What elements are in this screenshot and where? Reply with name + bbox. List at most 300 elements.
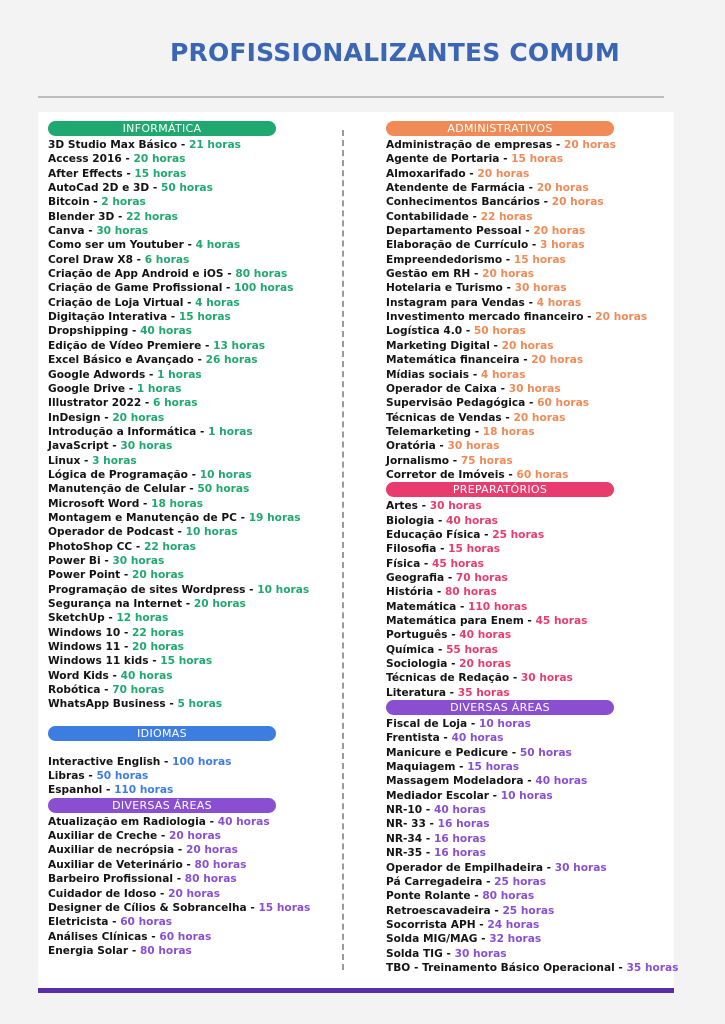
- course-row: [386, 571, 676, 585]
- course-row: [386, 167, 676, 181]
- course-row: [386, 832, 676, 846]
- course-row: [386, 514, 676, 528]
- separator-dash: -: [422, 832, 434, 845]
- course-name: Gestão em RH: [386, 268, 471, 281]
- separator-dash: -: [449, 454, 461, 467]
- course-row: [48, 654, 338, 668]
- separator-dash: -: [182, 858, 195, 871]
- separator-dash: -: [524, 296, 537, 309]
- course-row: [48, 267, 338, 281]
- separator-dash: -: [509, 672, 521, 685]
- course-hours: 45 horas: [432, 557, 484, 570]
- separator-dash: -: [245, 583, 258, 596]
- course-row: [386, 671, 676, 685]
- separator-dash: -: [480, 528, 493, 541]
- course-hours: 10 horas: [257, 583, 310, 596]
- separator-dash: -: [521, 225, 534, 238]
- course-row: [386, 875, 676, 889]
- right-column: [386, 121, 679, 975]
- course-row: [48, 611, 338, 625]
- separator-dash: -: [104, 612, 117, 625]
- course-name: Técnicas de Vendas: [386, 411, 502, 424]
- course-hours: 20 horas: [132, 569, 184, 582]
- course-row: [48, 755, 338, 769]
- separator-dash: -: [525, 397, 538, 410]
- course-row: [48, 253, 338, 267]
- course-hours: 15 horas: [467, 761, 520, 774]
- separator-dash: -: [462, 325, 474, 338]
- separator-dash: -: [433, 586, 445, 599]
- separator-dash: -: [84, 770, 97, 783]
- course-hours: 45 horas: [535, 615, 588, 627]
- course-name: Manutenção de Celular: [48, 483, 186, 496]
- course-hours: 20 horas: [595, 311, 648, 324]
- course-name: Jornalismo: [386, 454, 450, 467]
- course-name: Power Bi: [48, 554, 101, 567]
- separator-dash: -: [120, 641, 133, 654]
- course-name: Almoxarifado: [386, 167, 466, 180]
- course-row: [386, 253, 676, 267]
- separator-dash: -: [108, 669, 121, 682]
- column-divider: [342, 130, 344, 970]
- course-hours: 19 horas: [248, 511, 301, 524]
- course-row: [386, 861, 676, 875]
- separator-dash: -: [524, 182, 537, 195]
- separator-dash: -: [102, 784, 115, 797]
- course-hours: 18 horas: [151, 497, 204, 510]
- course-row: [386, 138, 676, 152]
- course-name: Fiscal de Loja: [386, 718, 468, 731]
- course-row: [48, 468, 338, 482]
- separator-dash: -: [132, 540, 144, 553]
- course-name: Artes: [386, 500, 418, 513]
- separator-dash: -: [465, 167, 478, 180]
- course-hours: 30 horas: [454, 947, 507, 960]
- course-name: Windows 11: [48, 641, 121, 654]
- section-preparatorios: [386, 482, 676, 700]
- course-row: [386, 425, 676, 439]
- separator-dash: -: [120, 569, 132, 582]
- separator-dash: -: [488, 789, 501, 802]
- separator-dash: -: [173, 526, 186, 539]
- course-row: [48, 152, 338, 166]
- course-row: [48, 368, 338, 382]
- course-name: Energia Solar: [48, 944, 129, 957]
- course-name: NR-35: [386, 847, 423, 860]
- separator-dash: -: [222, 282, 235, 295]
- course-hours: 15 horas: [134, 167, 187, 180]
- course-name: Corel Draw X8: [48, 253, 133, 266]
- course-hours: 35 horas: [457, 686, 510, 699]
- course-row: [48, 339, 338, 353]
- course-row: [48, 382, 338, 396]
- separator-dash: -: [185, 483, 198, 496]
- course-name: Frentista: [386, 732, 440, 745]
- separator-dash: -: [490, 904, 503, 917]
- course-row: [386, 339, 676, 353]
- separator-dash: -: [523, 615, 536, 627]
- course-row: [386, 310, 676, 324]
- course-row: [48, 454, 338, 468]
- course-name: Excel Básico e Avançado: [48, 354, 194, 367]
- course-row: [48, 887, 338, 901]
- course-row: [48, 697, 338, 711]
- course-row: [386, 614, 676, 628]
- course-name: Canva: [48, 225, 85, 238]
- course-row: [386, 774, 676, 788]
- separator-dash: -: [434, 514, 447, 527]
- course-hours: 50 horas: [96, 770, 149, 783]
- course-row: [48, 829, 338, 843]
- separator-dash: -: [523, 775, 536, 788]
- course-name: Linux: [48, 454, 81, 467]
- separator-dash: -: [434, 643, 447, 656]
- course-row: [386, 628, 676, 642]
- separator-dash: -: [205, 815, 218, 828]
- course-hours: 20 horas: [112, 411, 165, 424]
- course-name: Empreendedorismo: [386, 253, 503, 266]
- course-name: Google Adwords: [48, 368, 146, 381]
- course-name: Montagem e Manutenção de PC: [48, 511, 237, 524]
- course-row: [386, 731, 676, 745]
- course-hours: 20 horas: [533, 225, 586, 238]
- course-row: [48, 669, 338, 683]
- course-row: [48, 815, 338, 829]
- course-name: Programação de sites Wordpress: [48, 583, 246, 596]
- course-hours: 40 horas: [120, 669, 173, 682]
- course-name: Criação de App Android e iOS: [48, 268, 224, 281]
- course-name: Auxiliar de necrópsia: [48, 844, 175, 857]
- course-hours: 20 horas: [513, 411, 566, 424]
- course-hours: 75 horas: [460, 454, 513, 467]
- separator-dash: -: [470, 890, 483, 903]
- course-row: [48, 511, 338, 525]
- course-name: Socorrista APH: [386, 918, 476, 931]
- separator-dash: -: [519, 354, 532, 367]
- separator-dash: -: [475, 918, 488, 931]
- course-hours: 30 horas: [120, 440, 173, 453]
- course-row: [386, 396, 676, 410]
- separator-dash: -: [496, 382, 509, 395]
- course-row: [386, 947, 676, 961]
- course-name: Solda TIG: [386, 947, 443, 960]
- course-hours: 30 horas: [429, 500, 482, 513]
- course-name: Ponte Rolante: [386, 890, 471, 903]
- course-row: [386, 789, 676, 803]
- course-row: [48, 858, 338, 872]
- section-header-diversas-right: DIVERSAS ÁREAS: [386, 700, 614, 715]
- separator-dash: -: [108, 440, 121, 453]
- course-row: [386, 889, 676, 903]
- separator-dash: -: [470, 268, 483, 281]
- course-row: [386, 817, 676, 831]
- course-row: [48, 915, 338, 929]
- course-name: Corretor de Imóveis: [386, 468, 505, 481]
- separator-dash: -: [246, 901, 259, 914]
- separator-dash: -: [552, 139, 564, 151]
- course-row: [386, 846, 676, 860]
- course-hours: 10 horas: [500, 789, 553, 802]
- course-name: Filosofia: [386, 543, 437, 556]
- course-name: Massagem Modeladora: [386, 775, 524, 788]
- course-row: [386, 152, 676, 166]
- course-hours: 30 horas: [112, 554, 165, 567]
- course-name: Windows 11 kids: [48, 655, 149, 668]
- course-name: Google Drive: [48, 382, 126, 395]
- separator-dash: -: [420, 557, 433, 570]
- separator-dash: -: [439, 732, 452, 745]
- separator-dash: -: [502, 282, 515, 295]
- course-hours: 1 horas: [208, 425, 253, 438]
- course-hours: 20 horas: [133, 153, 186, 166]
- course-row: [386, 296, 676, 310]
- course-hours: 22 horas: [126, 210, 178, 223]
- course-name: Mediador Escolar: [386, 789, 489, 802]
- course-hours: 30 horas: [447, 440, 500, 453]
- course-hours: 80 horas: [139, 944, 192, 957]
- course-name: Introdução a Informática: [48, 425, 197, 438]
- course-row: [48, 554, 338, 568]
- separator-dash: -: [160, 755, 173, 768]
- course-row: [386, 210, 676, 224]
- course-hours: 40 horas: [217, 815, 270, 828]
- separator-dash: -: [442, 947, 455, 960]
- left-column: [48, 121, 338, 958]
- course-hours: 20 horas: [168, 830, 221, 843]
- course-hours: 50 horas: [473, 325, 526, 338]
- course-row: [386, 904, 676, 918]
- course-name: Instagram para Vendas: [386, 296, 525, 309]
- course-name: Libras: [48, 770, 85, 783]
- course-name: Bitcoin: [48, 196, 90, 209]
- separator-dash: -: [468, 210, 481, 223]
- course-hours: 40 horas: [433, 804, 486, 817]
- course-name: Química: [386, 643, 435, 656]
- course-name: PhotoShop CC: [48, 540, 133, 553]
- separator-dash: -: [174, 844, 186, 857]
- separator-dash: -: [139, 497, 152, 510]
- course-hours: 60 horas: [537, 397, 590, 410]
- course-hours: 15 horas: [513, 253, 566, 266]
- course-name: AutoCad 2D e 3D: [48, 182, 150, 195]
- course-row: [48, 568, 338, 582]
- course-row: [386, 717, 676, 731]
- course-row: [386, 918, 676, 932]
- separator-dash: -: [132, 253, 145, 266]
- separator-dash: -: [187, 468, 200, 481]
- separator-dash: -: [145, 368, 158, 381]
- course-row: [48, 872, 338, 886]
- separator-dash: -: [165, 698, 178, 711]
- separator-dash: -: [469, 368, 481, 381]
- course-hours: 20 horas: [185, 844, 238, 857]
- course-row: [48, 583, 338, 597]
- course-name: Edição de Vídeo Premiere: [48, 339, 202, 352]
- course-name: Português: [386, 629, 448, 642]
- course-name: Criação de Game Profissional: [48, 282, 223, 295]
- course-name: Solda MIG/MAG: [386, 933, 478, 946]
- course-row: [386, 382, 676, 396]
- course-name: Segurança na Internet: [48, 598, 183, 610]
- course-name: Atualização em Radiologia: [48, 815, 206, 828]
- course-name: Cuidador de Idoso: [48, 887, 157, 900]
- course-row: [48, 181, 338, 195]
- course-hours: 30 horas: [554, 861, 607, 874]
- course-row: [386, 657, 676, 671]
- separator-dash: -: [499, 153, 512, 166]
- separator-dash: -: [89, 196, 102, 209]
- course-hours: 20 horas: [477, 167, 530, 180]
- course-row: [48, 353, 338, 367]
- course-hours: 22 horas: [132, 626, 184, 639]
- course-hours: 13 horas: [213, 339, 266, 352]
- course-hours: 4 horas: [536, 296, 582, 309]
- separator-dash: -: [471, 425, 483, 438]
- course-hours: 1 horas: [157, 368, 202, 381]
- course-hours: 2 horas: [101, 196, 146, 209]
- section-idiomas: [48, 726, 338, 798]
- course-name: Lógica de Programação: [48, 468, 188, 481]
- separator-dash: -: [504, 468, 517, 481]
- course-name: Operador de Podcast: [48, 526, 174, 539]
- separator-dash: -: [447, 658, 460, 671]
- course-name: WhatsApp Business: [48, 698, 166, 711]
- separator-dash: -: [542, 861, 555, 874]
- course-name: Illustrator 2022: [48, 397, 142, 410]
- separator-dash: -: [183, 296, 196, 309]
- separator-dash: -: [417, 500, 430, 513]
- course-row: [48, 425, 338, 439]
- course-hours: 20 horas: [531, 354, 584, 367]
- course-row: [48, 482, 338, 496]
- course-row: [386, 686, 676, 700]
- separator-dash: -: [539, 196, 552, 209]
- course-name: Investimento mercado financeiro: [386, 311, 584, 324]
- course-name: Eletricista: [48, 916, 109, 929]
- course-hours: 35 horas: [626, 961, 679, 974]
- course-name: NR- 33: [386, 818, 426, 831]
- course-hours: 60 horas: [159, 930, 212, 943]
- separator-dash: -: [467, 718, 479, 731]
- course-hours: 12 horas: [116, 612, 169, 625]
- course-hours: 15 horas: [448, 543, 501, 556]
- course-hours: 20 horas: [459, 658, 512, 671]
- course-hours: 80 horas: [194, 858, 247, 871]
- course-name: Administração de empresas: [386, 139, 553, 151]
- course-row: [48, 411, 338, 425]
- separator-dash: -: [502, 253, 514, 266]
- section-informatica: [48, 121, 338, 712]
- course-name: Interactive English: [48, 755, 161, 768]
- course-row: [386, 195, 676, 209]
- course-row: [386, 353, 676, 367]
- course-row: [386, 760, 676, 774]
- course-row: [386, 267, 676, 281]
- course-hours: 100 horas: [172, 755, 232, 768]
- course-hours: 15 horas: [258, 901, 311, 914]
- course-hours: 3 horas: [92, 454, 137, 467]
- course-row: [386, 528, 676, 542]
- course-hours: 20 horas: [193, 598, 246, 610]
- course-name: Oratória: [386, 440, 436, 453]
- course-hours: 60 horas: [120, 916, 173, 929]
- course-name: TBO - Treinamento Básico Operacional: [386, 961, 615, 974]
- course-row: [48, 167, 338, 181]
- course-row: [386, 281, 676, 295]
- separator-dash: -: [455, 761, 468, 774]
- course-name: InDesign: [48, 411, 101, 424]
- course-row: [386, 238, 676, 252]
- course-name: Análises Clínicas: [48, 930, 148, 943]
- separator-dash: -: [236, 511, 249, 524]
- course-hours: 16 horas: [437, 818, 490, 831]
- separator-dash: -: [177, 139, 189, 151]
- course-hours: 30 horas: [96, 225, 149, 238]
- course-name: 3D Studio Max Básico: [48, 139, 178, 151]
- course-name: Conhecimentos Bancários: [386, 196, 540, 209]
- course-row: [48, 296, 338, 310]
- separator-dash: -: [128, 944, 140, 957]
- course-name: Matemática para Enem: [386, 615, 524, 627]
- course-row: [48, 944, 338, 958]
- title-underline: [38, 96, 664, 98]
- course-row: [48, 324, 338, 338]
- course-row: [386, 324, 676, 338]
- course-row: [48, 310, 338, 324]
- course-name: Access 2016: [48, 153, 122, 166]
- course-row: [386, 411, 676, 425]
- course-name: Windows 10: [48, 626, 121, 639]
- separator-dash: -: [193, 354, 206, 367]
- course-row: [48, 640, 338, 654]
- course-hours: 1 horas: [136, 382, 182, 395]
- course-row: [386, 224, 676, 238]
- course-row: [386, 468, 676, 482]
- course-name: Física: [386, 557, 421, 570]
- course-row: [48, 238, 338, 252]
- course-hours: 40 horas: [446, 514, 498, 527]
- course-hours: 6 horas: [153, 397, 198, 410]
- course-name: JavaScript: [48, 440, 109, 453]
- course-name: Microsoft Word: [48, 497, 140, 510]
- course-hours: 21 horas: [188, 139, 241, 151]
- section-header-informatica: INFORMÁTICA: [48, 121, 276, 136]
- course-row: [386, 643, 676, 657]
- page-title: PROFISSIONALIZANTES COMUM: [169, 38, 621, 67]
- separator-dash: -: [456, 600, 469, 613]
- course-row: [48, 597, 338, 611]
- course-name: Dropshipping: [48, 325, 129, 338]
- separator-dash: -: [122, 167, 135, 180]
- course-name: NR-10: [386, 804, 423, 817]
- separator-dash: -: [121, 153, 134, 166]
- course-name: Retroescavadeira: [386, 904, 491, 917]
- course-row: [48, 138, 338, 152]
- separator-dash: -: [173, 873, 185, 886]
- course-name: Contabilidade: [386, 210, 469, 223]
- separator-dash: -: [223, 268, 236, 281]
- course-hours: 25 horas: [502, 904, 555, 917]
- separator-dash: -: [183, 239, 196, 252]
- course-hours: 55 horas: [446, 643, 498, 656]
- separator-dash: -: [201, 339, 214, 352]
- separator-dash: -: [149, 182, 161, 195]
- course-name: Auxiliar de Veterinário: [48, 858, 183, 871]
- separator-dash: -: [120, 626, 133, 639]
- separator-dash: -: [141, 397, 154, 410]
- separator-dash: -: [156, 887, 169, 900]
- course-name: Digitação Interativa: [48, 311, 168, 324]
